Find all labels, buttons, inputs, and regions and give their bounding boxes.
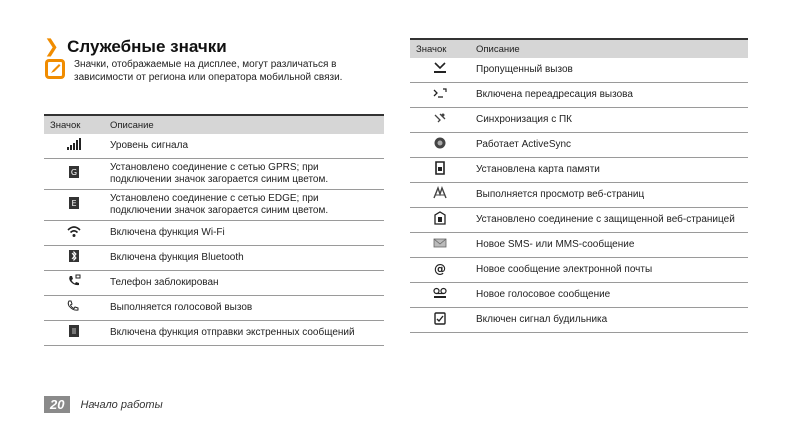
table-row: [410, 308, 748, 333]
status-icons-table-right: [410, 38, 748, 333]
row-description: Выполняется просмотр веб-страниц: [470, 183, 748, 208]
row-description: Синхронизация с ПК: [470, 108, 748, 133]
table-header-row: [410, 39, 748, 58]
memory-card-icon: [432, 161, 448, 175]
row-description: Установлена карта памяти: [470, 158, 748, 183]
pc-sync-icon: [432, 111, 448, 125]
svg-text:E: E: [71, 199, 77, 208]
table-row: [44, 134, 384, 159]
header-description: Описание: [104, 115, 384, 134]
web-browsing-icon: [432, 186, 448, 200]
note-pencil-icon: [44, 58, 66, 80]
voice-call-icon: [66, 299, 82, 313]
row-description: Установлено соединение с сетью GPRS; при подключении значок загорается синим цветом.: [104, 159, 384, 190]
status-icons-table-left: [44, 114, 384, 346]
note-text: Значки, отображаемые на дисплее, могут различаться в зависимости от региона или оператора мобильной связи.: [74, 59, 343, 83]
row-description: Пропущенный вызов: [470, 58, 748, 83]
page-number: 20: [44, 396, 70, 413]
section-title: Служебные значки: [67, 36, 227, 56]
sms-mms-icon: [432, 236, 448, 250]
edge-icon: [66, 196, 82, 210]
note-block: [44, 58, 384, 84]
table-row: [410, 183, 748, 208]
table-row: [44, 190, 384, 221]
row-description: Включена переадресация вызова: [470, 83, 748, 108]
phone-locked-icon: [66, 274, 82, 288]
row-description: Новое SMS- или MMS-сообщение: [470, 233, 748, 258]
table-row: [410, 83, 748, 108]
table-row: [410, 208, 748, 233]
row-description: Телефон заблокирован: [104, 271, 384, 296]
svg-text:@: @: [434, 262, 446, 275]
row-description: Новое голосовое сообщение: [470, 283, 748, 308]
alarm-icon: [432, 311, 448, 325]
table-row: [44, 321, 384, 346]
chapter-label: Начало работы: [80, 398, 163, 411]
table-row: [44, 246, 384, 271]
row-description: Уровень сигнала: [104, 134, 384, 159]
table-row: [44, 221, 384, 246]
header-description: Описание: [470, 39, 748, 58]
row-description: Новое сообщение электронной почты: [470, 258, 748, 283]
table-row: [410, 158, 748, 183]
sos-icon: [66, 324, 82, 338]
header-icon: Значок: [44, 115, 104, 134]
table-row: [44, 271, 384, 296]
row-description: Включена функция отправки экстренных сообщений: [104, 321, 384, 346]
table-row: [410, 258, 748, 283]
table-header-row: [44, 115, 384, 134]
call-forwarding-icon: [432, 86, 448, 100]
row-description: Установлено соединение с сетью EDGE; при подключении значок загорается синим цветом.: [104, 190, 384, 221]
svg-text:G: G: [70, 168, 78, 177]
header-icon: Значок: [410, 39, 470, 58]
row-description: Выполняется голосовой вызов: [104, 296, 384, 321]
secure-web-icon: [432, 211, 448, 225]
row-description: Включена функция Bluetooth: [104, 246, 384, 271]
wifi-icon: [66, 224, 82, 238]
chevron-right-icon: ❯: [44, 36, 60, 56]
row-description: Работает ActiveSync: [470, 133, 748, 158]
voicemail-icon: [432, 286, 448, 300]
table-row: [44, 159, 384, 190]
row-description: Установлено соединение с защищенной веб-страницей: [470, 208, 748, 233]
table-row: [44, 296, 384, 321]
gprs-icon: [66, 165, 82, 179]
row-description: Включен сигнал будильника: [470, 308, 748, 333]
row-description: Включена функция Wi-Fi: [104, 221, 384, 246]
new-email-icon: [432, 261, 448, 275]
bluetooth-icon: [66, 249, 82, 263]
section-heading: [44, 36, 227, 57]
table-row: [410, 108, 748, 133]
signal-strength-icon: [66, 137, 82, 151]
page-footer: [44, 396, 163, 413]
table-row: [410, 58, 748, 83]
missed-call-icon: [432, 61, 448, 75]
table-row: [410, 133, 748, 158]
table-row: [410, 233, 748, 258]
activesync-icon: [432, 136, 448, 150]
table-row: [410, 283, 748, 308]
